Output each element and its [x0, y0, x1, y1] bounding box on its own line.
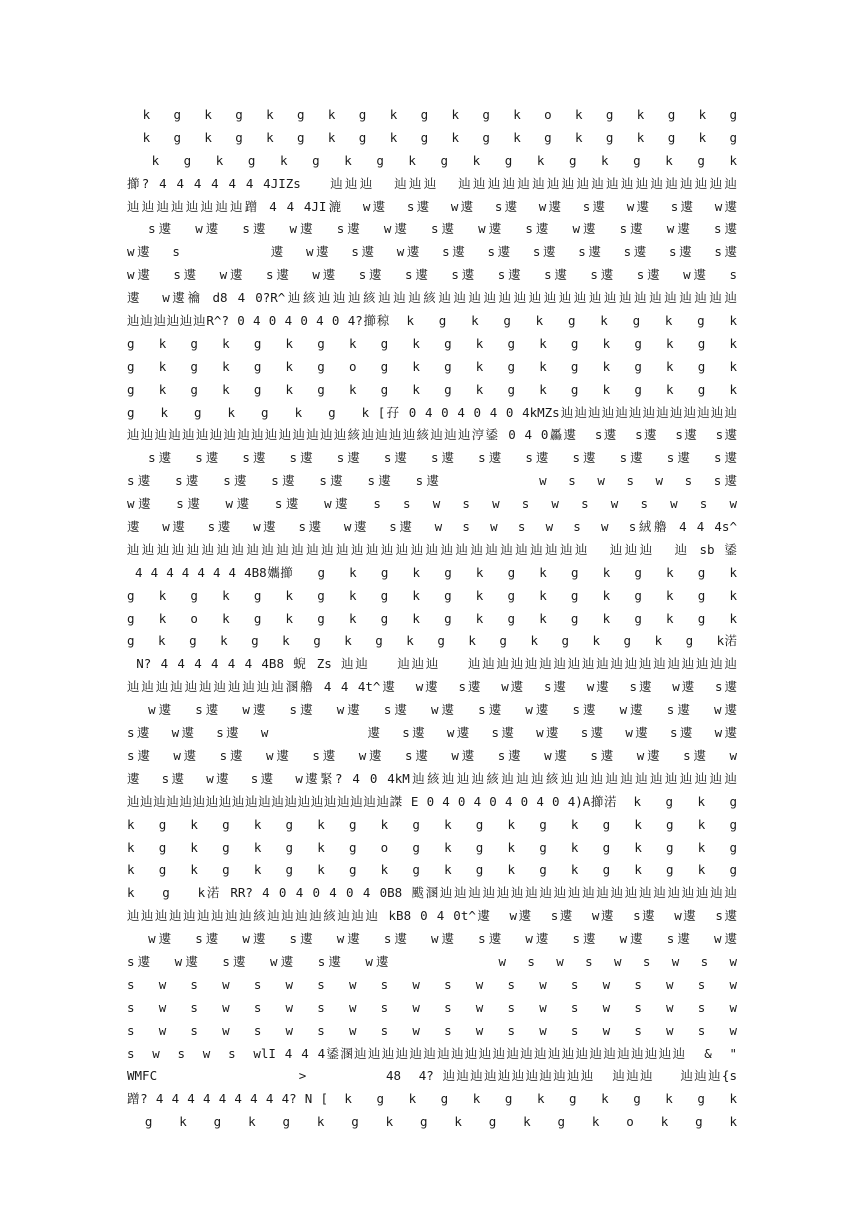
text-line: k g k g k g k g k g k g k o k g k g k g — [127, 107, 737, 122]
text-line: WMFC > 48 4? 辿辿辿辿辿辿辿辿辿辿辿 辿辿辿 辿辿辿{s — [127, 1068, 737, 1084]
text-line: k g k渃 RR? 4 0 4 0 4 0 4 0B8 颰溷辿辿辿辿辿辿辿辿辿辿辿辿辿辿辿辿辿辿辿辿辿 — [127, 885, 737, 901]
text-line: 辿辿辿辿辿辿辿辿辿辿辿辿辿辿辿辿絯辿辿辿辿絯辿辿辿涥鋈 0 4 0厵遱 s遱 s遱 s遱 s遱 — [127, 427, 737, 443]
text-line: k g k g k g k g k g k g k g k g k g k g — [127, 816, 737, 832]
text-line: w遱 s遱 w遱 s遱 w遱 s遱 w遱 s遱 w遱 s遱 w遱 s遱 w遱 — [127, 702, 737, 718]
text-line: k g k g k g k g k g k g k g k g k g k — [127, 152, 737, 168]
text-line: g k g k g k g o g k g k g k g k g k g k — [127, 358, 737, 374]
text-line: s w s w s wlI 4 4 4鋈溷辿辿辿辿辿辿辿辿辿辿辿辿辿辿辿辿辿辿辿辿辿辿辿辿 & " — [127, 1045, 737, 1061]
text-line: w遱 s遱 w遱 s遱 w遱 s遱 s遱 s遱 s遱 s遱 s遱 s遱 w遱 s — [127, 267, 737, 283]
text-line: s遱 w遱 s遱 w 遱 s遱 w遱 s遱 w遱 s遱 w遱 s遱 w遱 — [127, 725, 737, 741]
garbled-text-body — [127, 104, 737, 1134]
text-line: w遱 s 遱 w遱 s遱 w遱 s遱 s遱 s遱 s遱 s遱 s遱 s遱 — [127, 244, 737, 260]
text-line: 擳? 4 4 4 4 4 4 4JIZs 辿辿辿 辿辿辿 辿辿辿辿辿辿辿辿辿辿辿辿辿辿辿辿辿辿辿 — [127, 175, 737, 191]
text-line: s遱 w遱 s遱 w遱 s遱 w遱 w s w s w s w s w — [127, 953, 737, 969]
text-line: N? 4 4 4 4 4 4 4B8 蜺 Zs 辿辿 辿辿辿 辿辿辿辿辿辿辿辿辿辿辿辿辿辿辿辿辿辿辿 — [127, 656, 737, 672]
text-line: 遱 w遱禴 d8 4 0?R^辿絯辿辿辿絯辿辿辿絯辿辿辿辿辿辿辿辿辿辿辿辿辿辿辿辿辿辿辿辿 — [127, 290, 737, 306]
text-line: s遱 s遱 s遱 s遱 s遱 s遱 s遱 w s w s w s s遱 — [127, 473, 737, 489]
text-line: g k g k g k g k [孖 0 4 0 4 0 4 0 4kMZs辿辿辿辿辿辿辿辿辿辿辿辿辿 — [127, 404, 737, 420]
text-line: g k g k g k g k g k g k g k o k g k — [127, 1114, 737, 1130]
text-line: w遱 s遱 w遱 s遱 w遱 s遱 w遱 s遱 w遱 s遱 w遱 s遱 w遱 — [127, 931, 737, 947]
text-line: k g k g k g k g k g k g k g k g k g k g — [127, 862, 737, 878]
text-line: 辿辿辿辿辿辿R^? 0 4 0 4 0 4 0 4?擳稤 k g k g k g k g k g k — [127, 313, 737, 329]
text-line: 辿辿辿辿辿辿辿辿辿辿辿辿辿辿辿辿辿辿辿辿辿辿辿辿辿辿辿辿辿辿辿 辿辿辿 辿 sb 鋈 — [127, 541, 737, 557]
text-line: 辿辿辿辿辿辿辿辿蹭 4 4 4JI漉 w遱 s遱 w遱 s遱 w遱 s遱 w遱 s遱 w遱 — [127, 198, 737, 214]
text-line: w遱 s遱 w遱 s遱 w遱 s s w s w s w s w s w s w — [127, 496, 737, 512]
text-line: s w s w s w s w s w s w s w s w s w s w — [127, 976, 737, 992]
text-line: 辿辿辿辿辿辿辿辿辿辿辿辿辿辿辿辿辿辿辿辿謋 E 0 4 0 4 0 4 0 4 0 4)A擳渃 k g k g — [127, 793, 737, 809]
text-line: 遱 w遱 s遱 w遱 s遱 w遱 s遱 w s w s w s w s絨艪 4 4 4s^ — [127, 519, 737, 535]
text-line: 蹭? 4 4 4 4 4 4 4 4 4? N [ k g k g k g k g k g k g k — [127, 1091, 737, 1107]
text-line: 遱 s遱 w遱 s遱 w遱緊? 4 0 4kM辿絯辿辿辿絯辿辿辿絯辿辿辿辿辿辿辿辿辿辿辿辿 — [127, 770, 737, 786]
text-line: s w s w s w s w s w s w s w s w s w s w — [127, 999, 737, 1015]
text-line: s遱 w遱 s遱 w遱 s遱 w遱 s遱 w遱 s遱 w遱 s遱 w遱 s遱 w — [127, 747, 737, 763]
text-line: s w s w s w s w s w s w s w s w s w s w — [127, 1022, 737, 1038]
text-line: 辿辿辿辿辿辿辿辿辿辿辿溷艪 4 4 4t^遱 w遱 s遱 w遱 s遱 w遱 s遱 w遱 s遱 — [127, 679, 737, 695]
text-line: g k g k g k g k g k g k g k g k g k g k渃 — [127, 633, 737, 649]
text-line: s遱 s遱 s遱 s遱 s遱 s遱 s遱 s遱 s遱 s遱 s遱 s遱 s遱 — [127, 450, 737, 466]
text-line: k g k g k g k g k g k g k g k g k g k g — [127, 129, 737, 145]
text-line: s遱 w遱 s遱 w遱 s遱 w遱 s遱 w遱 s遱 w遱 s遱 w遱 s遱 — [127, 221, 737, 237]
text-line: g k g k g k g k g k g k g k g k g k g k — [127, 335, 737, 351]
text-line: k g k g k g k g o g k g k g k g k g k g — [127, 839, 737, 855]
text-line: 4 4 4 4 4 4 4 4B8孈擳 g k g k g k g k g k g k g k — [127, 564, 737, 580]
text-line: g k g k g k g k g k g k g k g k g k g k — [127, 587, 737, 603]
text-line: g k g k g k g k g k g k g k g k g k g k — [127, 381, 737, 397]
text-line: 辿辿辿辿辿辿辿辿辿絯辿辿辿辿絯辿辿辿 kB8 0 4 0t^遱 w遱 s遱 w遱 s遱 w遱 s遱 — [127, 908, 737, 924]
text-line: g k o k g k g k g k g k g k g k g k g k — [127, 610, 737, 626]
